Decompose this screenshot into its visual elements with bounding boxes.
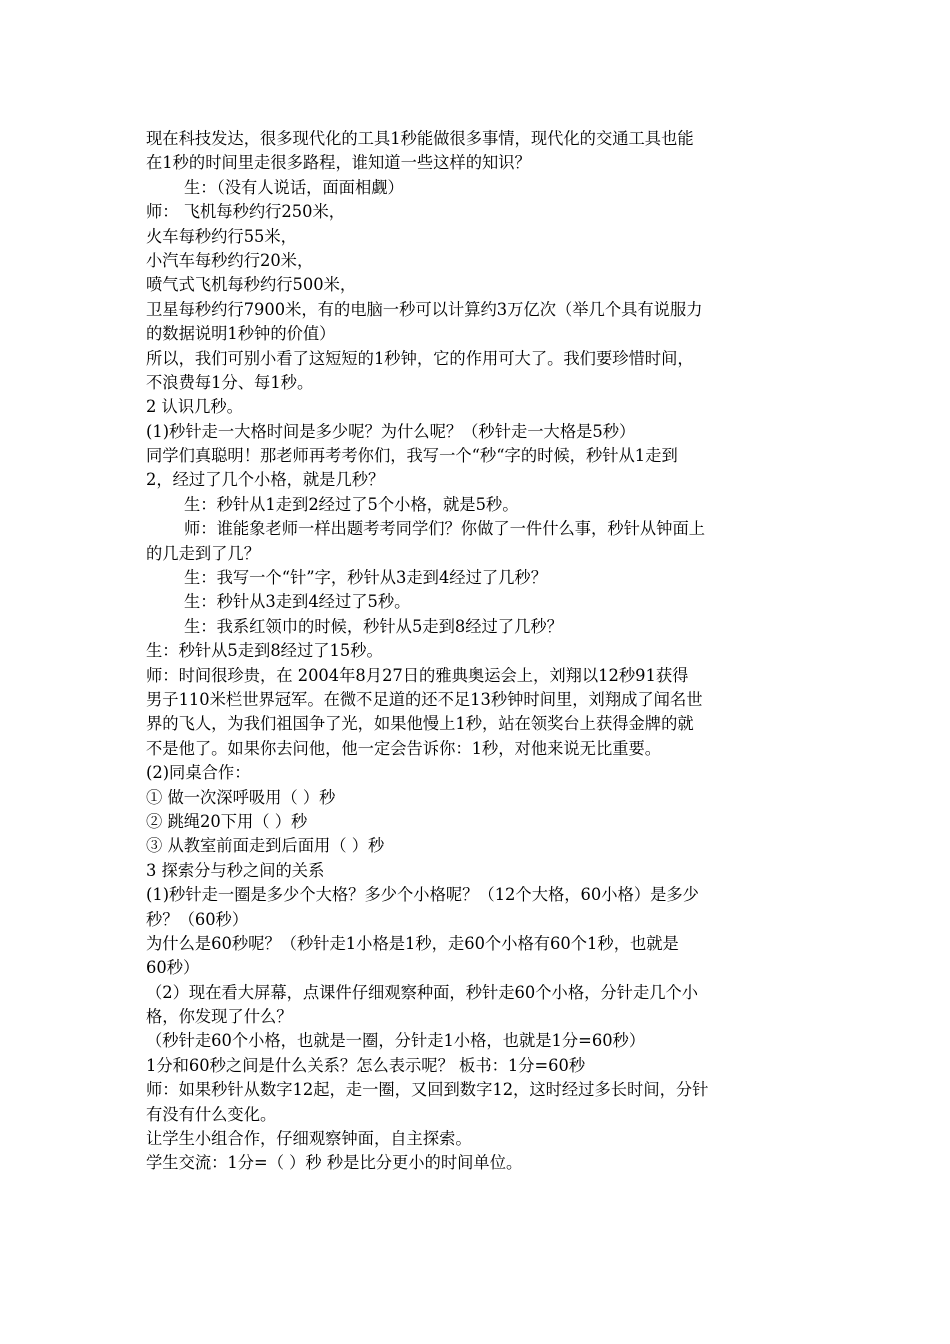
text-line: 学生交流：1分=（ ）秒 秒是比分更小的时间单位。 <box>146 1153 523 1173</box>
text-line: 生：我写一个“针”字，秒针从3走到4经过了几秒？ <box>184 568 547 588</box>
text-line: (2)同桌合作： <box>146 763 251 783</box>
text-line: 生：秒针从1走到2经过了5个小格，就是5秒。 <box>184 494 519 514</box>
text-line: 生：我系红领巾的时候，秒针从5走到8经过了几秒？ <box>184 616 563 636</box>
text-line: 师：谁能象老师一样出题考考同学们？你做了一件什么事，秒针从钟面上 <box>184 519 706 539</box>
text-line: 小汽车每秒约行20米， <box>146 250 314 270</box>
text-line: ② 跳绳20下用（ ）秒 <box>146 811 308 831</box>
text-line: 喷气式飞机每秒约行500米， <box>146 275 357 295</box>
text-line: 让学生小组合作，仔细观察钟面，自主探索。 <box>146 1129 472 1149</box>
text-line: 为什么是60秒呢？（秒针走1小格是1秒，走60个小格有60个1秒，也就是 <box>146 933 679 953</box>
text-line: (1)秒针走一圈是多少个大格？多少个小格呢？（12个大格，60小格）是多少 <box>146 885 699 905</box>
text-line: 2 认识几秒。 <box>146 397 243 417</box>
text-line: 生：（没有人说话，面面相觑） <box>184 177 404 197</box>
text-line: 同学们真聪明！那老师再考考你们，我写一个“秒“字的时候，秒针从1走到 <box>146 446 678 466</box>
document-body <box>146 127 810 1176</box>
text-line: 2，经过了几个小格，就是几秒？ <box>146 470 385 490</box>
text-line: (1)秒针走一大格时间是多少呢？为什么呢？（秒针走一大格是5秒） <box>146 421 636 441</box>
text-line: 格，你发现了什么？ <box>146 1007 293 1027</box>
text-line: 界的飞人，为我们祖国争了光，如果他慢上1秒，站在领奖台上获得金牌的就 <box>146 714 694 734</box>
text-line: 秒？（60秒） <box>146 909 249 929</box>
text-line: 现在科技发达，很多现代化的工具1秒能做很多事情，现代化的交通工具也能 <box>146 129 694 148</box>
text-line: 的几走到了几？ <box>146 543 260 563</box>
text-line: 男子110米栏世界冠军。在微不足道的还不足13秒钟时间里，刘翔成了闻名世 <box>146 689 703 709</box>
text-line: 师：时间很珍贵，在 2004年8月27日的雅典奥运会上，刘翔以12秒91获得 <box>146 665 689 685</box>
text-line: 生：秒针从3走到4经过了5秒。 <box>184 592 411 612</box>
text-line: 的数据说明1秒钟的价值） <box>146 324 336 344</box>
text-line: 生：秒针从5走到8经过了15秒。 <box>146 641 383 661</box>
text-line: 1分和60秒之间是什么关系？怎么表示呢？ 板书：1分=60秒 <box>146 1055 586 1075</box>
text-line: 3 探索分与秒之间的关系 <box>146 860 325 880</box>
text-line: 卫星每秒约行7900米，有的电脑一秒可以计算约3万亿次（举几个具有说服力 <box>146 299 703 319</box>
text-line: （2）现在看大屏幕，点课件仔细观察种面，秒针走60个小格，分针走几个小 <box>146 982 699 1002</box>
text-line: ③ 从教室前面走到后面用（ ）秒 <box>146 836 385 856</box>
text-line: 不是他了。如果你去问他，他一定会告诉你：1秒，对他来说无比重要。 <box>146 738 662 758</box>
text-line: 师： 飞机每秒约行250米， <box>146 202 346 222</box>
text-line: 师：如果秒针从数字12起，走一圈，又回到数字12，这时经过多长时间，分针 <box>146 1080 709 1100</box>
text-line: 有没有什么变化。 <box>146 1104 277 1124</box>
text-line: （秒针走60个小格，也就是一圈，分针走1小格，也就是1分=60秒） <box>146 1031 646 1051</box>
text-line: 在1秒的时间里走很多路程，谁知道一些这样的知识？ <box>146 153 531 173</box>
text-line: 不浪费每1分、每1秒。 <box>146 372 314 392</box>
text-line: 所以，我们可别小看了这短短的1秒钟，它的作用可大了。我们要珍惜时间， <box>146 348 694 368</box>
text-line: ① 做一次深呼吸用（ ）秒 <box>146 787 336 807</box>
text-line: 火车每秒约行55米， <box>146 226 297 246</box>
text-line: 60秒） <box>146 958 200 978</box>
